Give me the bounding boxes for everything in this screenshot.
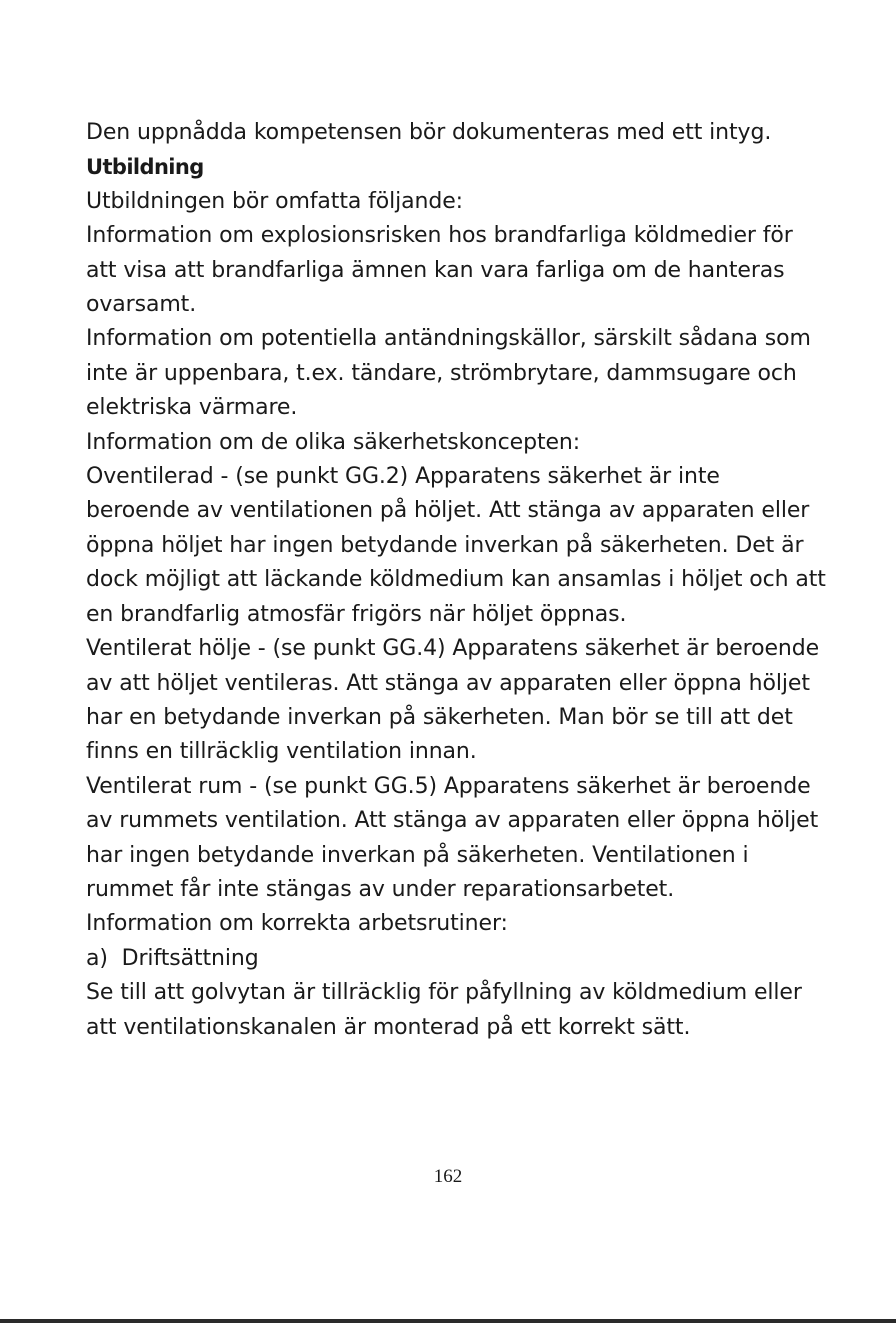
paragraph-explosion-risk: Information om explosionsrisken hos brandfarliga köldmedier för att visa att brandfarliga ämnen kan vara farliga om de hanteras ovarsamt. — [86, 223, 793, 318]
paragraph-intro: Utbildningen bör omfatta följande: — [86, 188, 463, 214]
body-text — [86, 116, 826, 1045]
page-number: 162 — [433, 1166, 463, 1187]
paragraph-ventilated-enclosure: Ventilerat hölje - (se punkt GG.4) Apparatens säkerhet är beroende av att höljet ventileras. Att stänga av apparaten eller öppna höljet har en betydande inverkan på säkerheten. Man bör se till att det finns en tillräcklig ventilation innan. — [86, 636, 820, 765]
paragraph-unventilated: Oventilerad - (se punkt GG.2) Apparatens säkerhet är inte beroende av ventilationen på höljet. Att stänga av apparaten eller öppna höljet har ingen betydande inverkan på säkerheten. Det är dock möjligt att läckande köldmedium kan ansamlas i höljet och att en brandfarlig atmosfär frigörs när höljet öppnas. — [86, 464, 826, 627]
paragraph-ignition-sources: Information om potentiella antändningskällor, särskilt sådana som inte är uppenbara, t.ex. tändare, strömbrytare, dammsugare och elektriska värmare. — [86, 326, 811, 421]
paragraph-work-routines: Information om korrekta arbetsrutiner: — [86, 911, 508, 937]
paragraph-floor-area: Se till att golvytan är tillräcklig för påfyllning av köldmedium eller att ventilationskanalen är monterad på ett korrekt sätt. — [86, 980, 802, 1040]
list-item-commissioning: a) Driftsättning — [86, 945, 259, 971]
bottom-divider — [0, 1319, 896, 1323]
paragraph-safety-concepts: Information om de olika säkerhetskoncepten: — [86, 429, 581, 455]
paragraph-ventilated-room: Ventilerat rum - (se punkt GG.5) Apparatens säkerhet är beroende av rummets ventilation. Att stänga av apparaten eller öppna höljet har ingen betydande inverkan på säkerheten. Ventilationen i rummet får inte stängas av under reparationsarbetet. — [86, 773, 819, 902]
paragraph-certificate: Den uppnådda kompetensen bör dokumenteras med ett intyg. — [86, 120, 772, 145]
section-heading: Utbildning — [86, 155, 204, 180]
